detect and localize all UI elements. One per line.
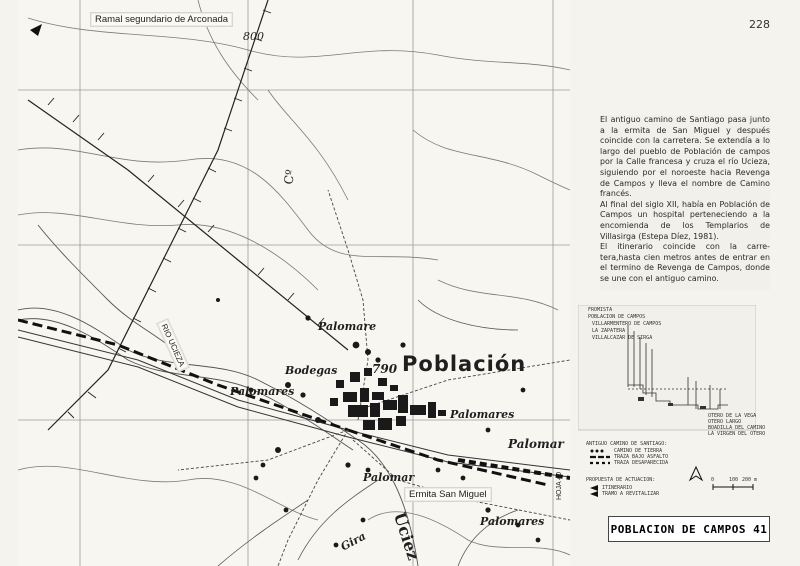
label-palomares-bottom: Palomares [480, 515, 545, 528]
legend-antiguo-title: ANTIGUO CAMINO DE SANTIAGO: [586, 441, 668, 447]
description-paragraph: El antiguo camino de Santiago pasa junto a la ermita de San Miguel y después coincide con la carretera. Se extendía a lo largo del pueblo de Población de campos por la Calle francesa y cruza el río Ucieza, siguiendo por el noroeste hacia Revenga de Campos y lleva el nombre de Camino francés. [600, 115, 770, 199]
label-contour-800: 800 [243, 30, 264, 43]
scale-label: 100 [729, 477, 739, 483]
legend-item: TRAZA DESAPARECIDA [614, 460, 669, 466]
label-ermita: Ermita San Miguel [404, 487, 492, 502]
label-palomares-left: Palomares [230, 385, 295, 398]
label-elevation-790: 790 [372, 362, 398, 376]
legend-item: TRAMO A REVITALIZAR [602, 491, 660, 497]
legend-panel [578, 305, 766, 505]
topographic-map [18, 0, 570, 566]
profile-label: OTERO DE LA VEGA [708, 413, 757, 419]
scale-label: 0 [711, 477, 715, 483]
label-palomar-bottom: Palomar [363, 471, 415, 484]
label-rio-ucieza: RIO UCIEZA [156, 318, 190, 372]
label-camino-co: Cº [281, 168, 298, 186]
label-hoja: HOJA 40 [556, 471, 563, 500]
label-palomare-top: Palomare [318, 320, 377, 333]
label-ucieza-bottom: Uciez [389, 510, 424, 563]
label-poblacion: Población [402, 352, 527, 376]
profile-label: BOADILLA DEL CAMINO [708, 425, 766, 431]
description-paragraph: Al final del siglo XII, había en Población de Campos un hospital perteneciendo a la encomienda de los Templarios de Villasirga (Estepa Díez, 1981). [600, 199, 770, 241]
label-ramal: Ramal segundario de Arconada [90, 12, 233, 27]
legend-propuesta-title: PROPUESTA DE ACTUACION: [586, 477, 656, 483]
profile-label: OTERO LARGO [708, 419, 742, 425]
profile-label: LA VIRGEN DEL OTERO [708, 431, 766, 437]
legend-item: TRAZA BAJO ASFALTO [614, 454, 669, 460]
profile-label: LA ZAPATERA [592, 328, 626, 334]
profile-label: FROMISTA [588, 307, 613, 313]
scale-label: 200 m [742, 477, 758, 483]
footer-title: POBLACION DE CAMPOS 41 [608, 516, 770, 542]
label-bodegas: Bodegas [285, 364, 338, 377]
description-paragraph: El itinerario coincide con la carre-tera,hasta cien metros antes de entrar en el termino de Revenga de Campos, donde se une con el antiguo camino. [600, 242, 770, 283]
description-box [600, 115, 770, 290]
profile-label: POBLACION DE CAMPOS [588, 314, 646, 320]
label-gira: Gira [338, 529, 369, 554]
profile-label: VILLALCAZAR DE SIRGA [592, 335, 653, 341]
profile-label: VILLARMENTERO DE CAMPOS [592, 321, 662, 327]
legend-item: ITINERARIO [602, 485, 633, 491]
page-number: 228 [749, 18, 770, 31]
label-palomares-right: Palomares [450, 408, 515, 421]
label-palomar-right: Palomar [508, 437, 564, 451]
legend-item: CAMINO DE TIERRA [614, 448, 663, 454]
